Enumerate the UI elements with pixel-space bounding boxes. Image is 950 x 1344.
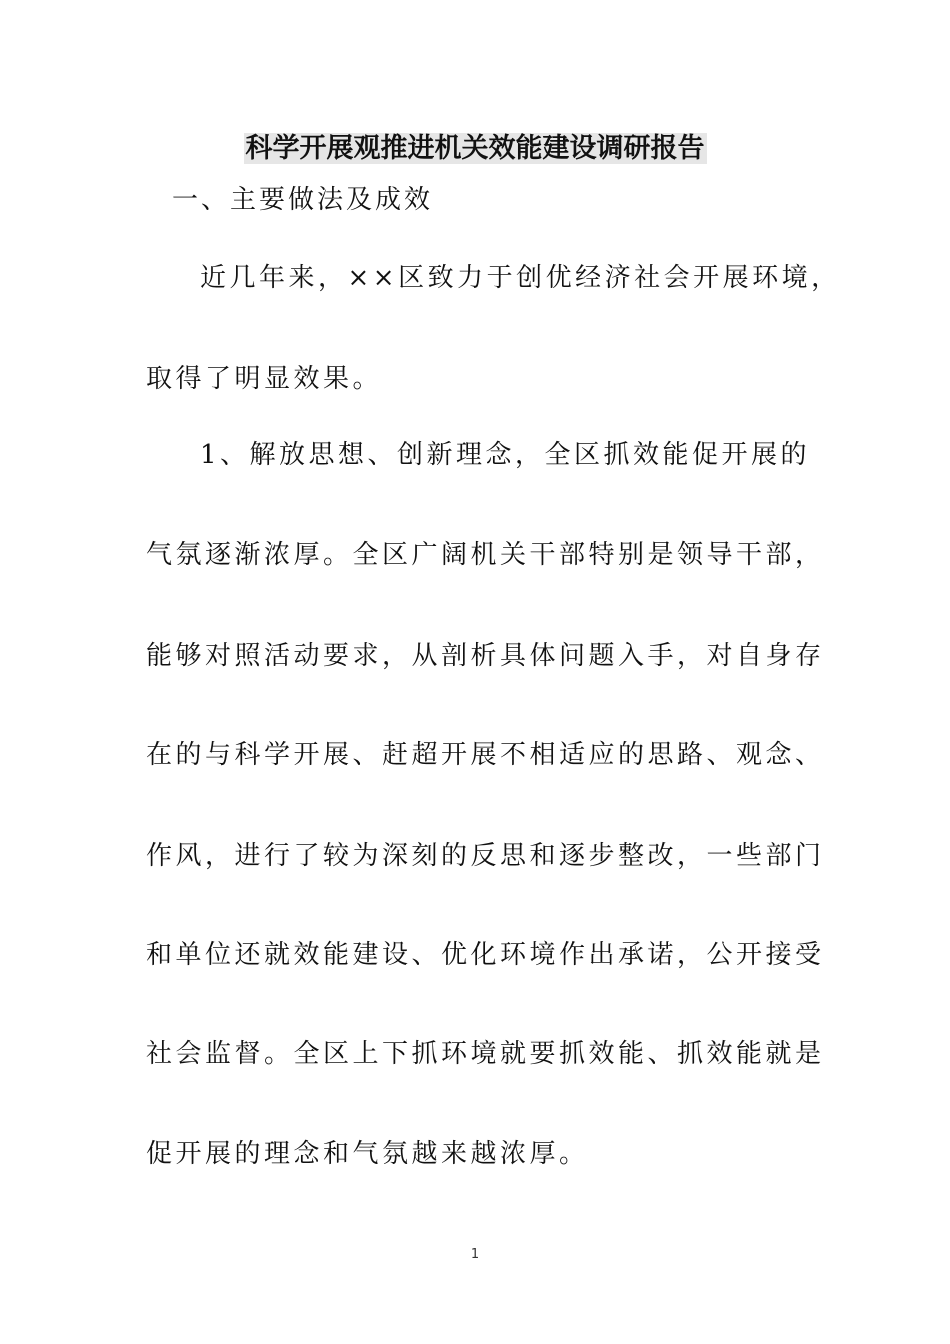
page-number: 1 bbox=[470, 1247, 480, 1262]
paragraph-line: 气氛逐渐浓厚。全区广阔机关干部特别是领导干部， bbox=[146, 540, 825, 570]
document-title bbox=[0, 130, 950, 168]
paragraph-line: 能够对照活动要求，从剖析具体问题入手，对自身存 bbox=[146, 641, 825, 671]
paragraph-line: 1、解放思想、创新理念，全区抓效能促开展的 bbox=[200, 440, 811, 470]
document-title-text: 科学开展观推进机关效能建设调研报告 bbox=[245, 133, 705, 164]
paragraph-line: 社会监督。全区上下抓环境就要抓效能、抓效能就是 bbox=[146, 1039, 825, 1069]
paragraph-line: 和单位还就效能建设、优化环境作出承诺，公开接受 bbox=[146, 940, 825, 970]
paragraph-line: 近几年来，××区致力于创优经济社会开展环境， bbox=[200, 263, 841, 293]
paragraph-line: 取得了明显效果。 bbox=[146, 364, 383, 394]
section-heading: 一、主要做法及成效 bbox=[172, 185, 434, 215]
paragraph-line: 作风，进行了较为深刻的反思和逐步整改，一些部门 bbox=[146, 841, 825, 871]
paragraph-line: 在的与科学开展、赶超开展不相适应的思路、观念、 bbox=[146, 740, 825, 770]
paragraph-line: 促开展的理念和气氛越来越浓厚。 bbox=[146, 1139, 589, 1169]
